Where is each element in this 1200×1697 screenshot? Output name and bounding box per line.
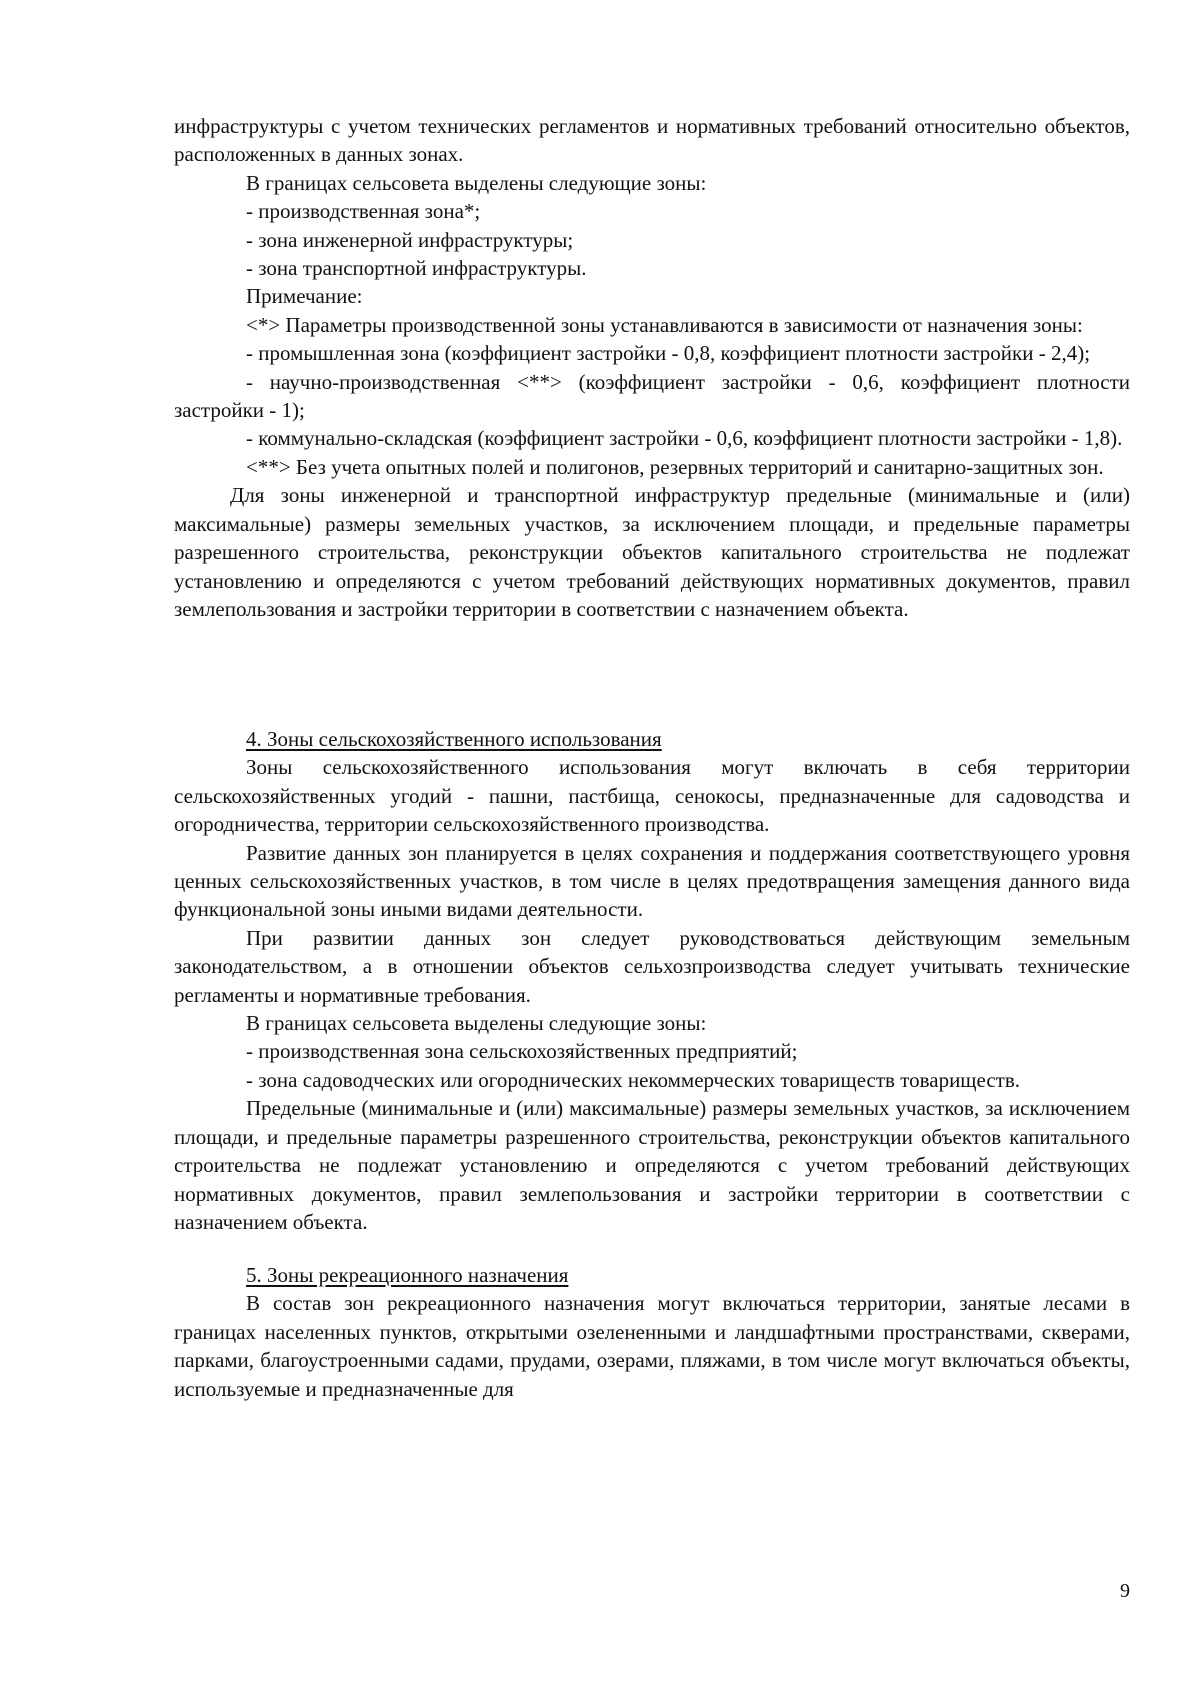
note-item: - научно-производственная <**> (коэффициент застройки - 0,6, коэффициент плотности застройки - 1); bbox=[174, 369, 1130, 423]
section-paragraph: Предельные (минимальные и (или) максимальные) размеры земельных участков, за исключением площади, и предельные параметры разрешенного строительства, реконструкции объектов капитального строительства не подлежат установлению и определяются с учетом требований действующих нормативных документов, правил землепользования и застройки территории в соответствии с назначением объекта. bbox=[174, 1096, 1130, 1234]
list-item: - зона транспортной инфраструктуры. bbox=[246, 256, 587, 281]
paragraph-zones-intro: В границах сельсовета выделены следующие зоны: bbox=[246, 170, 707, 195]
page-number: 9 bbox=[1120, 1580, 1130, 1602]
paragraph-continuation: инфраструктуры с учетом технических регламентов и нормативных требований относительно объектов, расположенных в данных зонах. bbox=[174, 114, 1130, 167]
paragraph-infrastructure-limits: Для зоны инженерной и транспортной инфраструктур предельные (минимальные и (или) максимальные) размеры земельных участков, за исключением площади, и предельные параметры разрешенного строительства, реконструкции объектов капитального строительства не подлежат установлению и определяются с учетом требований действующих нормативных документов, правил землепользования и застройки территории в соответствии с назначением объекта. bbox=[174, 483, 1130, 621]
section-heading: 5. Зоны рекреационного назначения bbox=[246, 1263, 569, 1287]
section-paragraph: В состав зон рекреационного назначения могут включаться территории, занятые лесами в границах населенных пунктов, открытыми озелененными и ландшафтными пространствами, скверами, парками, благоустроенными садами, прудами, озерами, пляжами, в том числе могут включаться объекты, используемые и предназначенные для bbox=[174, 1291, 1130, 1401]
list-item: - зона инженерной инфраструктуры; bbox=[246, 227, 574, 252]
body-text-upper bbox=[174, 112, 1130, 623]
section-heading: 4. Зоны сельскохозяйственного использования bbox=[246, 727, 662, 751]
note-label: Примечание: bbox=[246, 284, 363, 309]
note-item: - промышленная зона (коэффициент застройки - 0,8, коэффициент плотности застройки - 2,4); bbox=[246, 341, 1091, 366]
list-item: - производственная зона*; bbox=[246, 199, 481, 224]
section-paragraph: При развитии данных зон следует руководствоваться действующим земельным законодательством, а в отношении объектов сельхозпроизводства следует учитывать технические регламенты и нормативные требования. bbox=[174, 925, 1130, 1007]
note-paragraph-1: <*> Параметры производственной зоны устанавливаются в зависимости от назначения зоны: bbox=[246, 312, 1083, 337]
section-paragraph: Зоны сельскохозяйственного использования могут включать в себя территории сельскохозяйственных угодий - пашни, пастбища, сенокосы, предназначенные для садоводства и огородничества, территории сельскохозяйственного производства. bbox=[174, 755, 1130, 837]
list-item: - производственная зона сельскохозяйственных предприятий; bbox=[246, 1039, 798, 1064]
list-item: - зона садоводческих или огороднических некоммерческих товариществ товариществ. bbox=[246, 1067, 1020, 1092]
section-4 bbox=[174, 725, 1130, 1236]
note-paragraph-2: <**> Без учета опытных полей и полигонов, резервных территорий и санитарно-защитных зон. bbox=[246, 454, 1104, 479]
section-5 bbox=[174, 1261, 1130, 1403]
note-item: - коммунально-складская (коэффициент застройки - 0,6, коэффициент плотности застройки - 1,8). bbox=[246, 426, 1123, 451]
section-paragraph: В границах сельсовета выделены следующие зоны: bbox=[246, 1011, 707, 1036]
section-paragraph: Развитие данных зон планируется в целях сохранения и поддержания соответствующего уровня ценных сельскохозяйственных участков, в том числе в целях предотвращения замещения данного вида функциональной зоны иными видами деятельности. bbox=[174, 840, 1130, 922]
